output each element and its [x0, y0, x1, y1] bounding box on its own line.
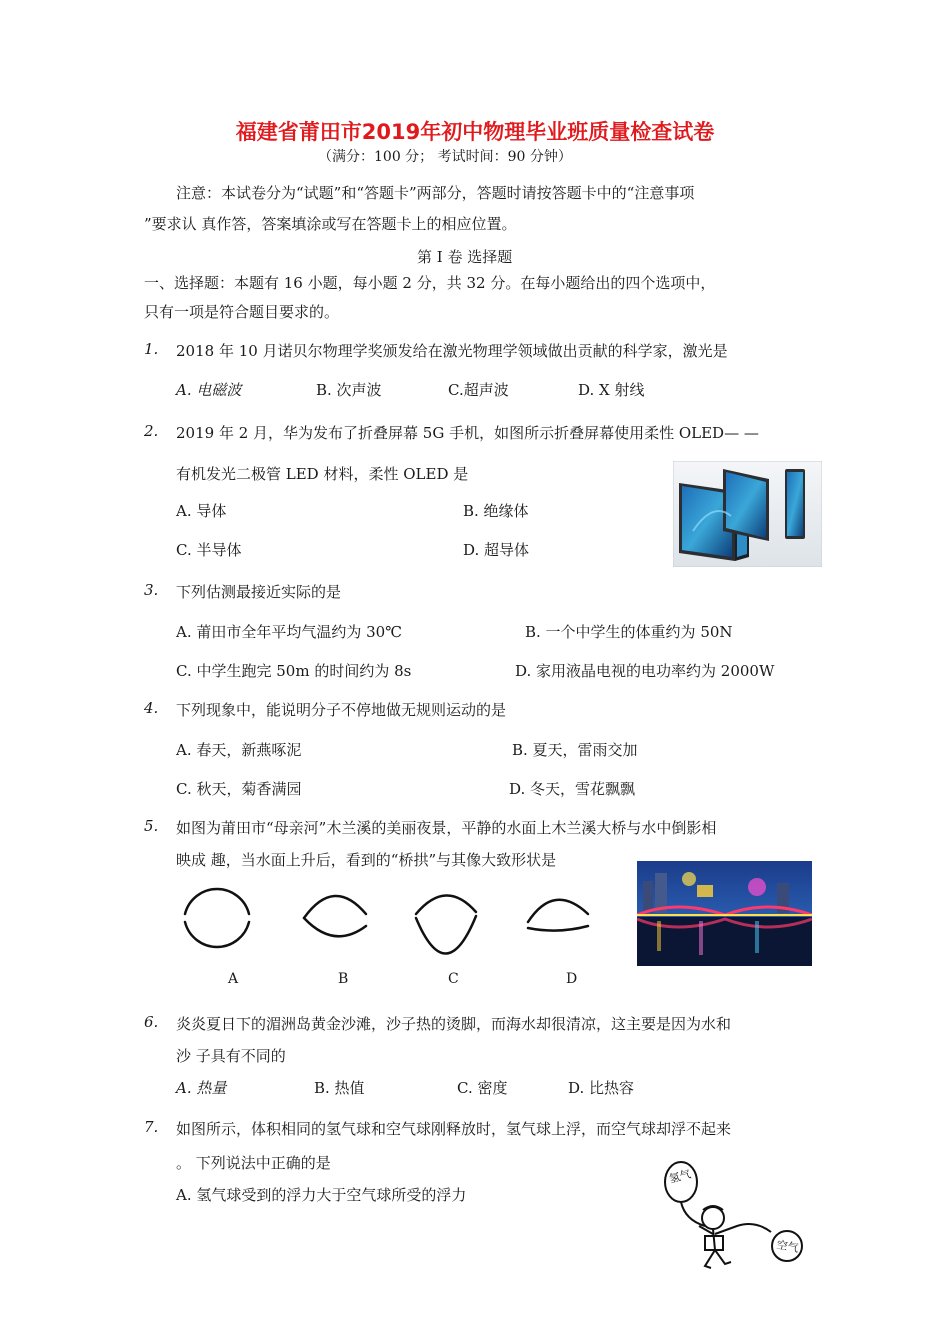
shape-label-a: A	[228, 971, 239, 987]
question-number: 5.	[144, 817, 159, 835]
option-b: B. 绝缘体	[463, 502, 529, 520]
exam-info: （满分：100 分； 考试时间：90 分钟）	[318, 149, 572, 165]
option-a: A. 莆田市全年平均气温约为 30℃	[176, 623, 403, 641]
shape-label-c: C	[448, 971, 459, 987]
shape-c	[416, 895, 476, 914]
option-c: C. 密度	[457, 1079, 508, 1097]
option-a: A. 导体	[176, 502, 227, 520]
option-d: D. X 射线	[578, 381, 645, 399]
option-b: B. 热值	[314, 1079, 365, 1097]
air-label: 空气	[775, 1238, 800, 1255]
shape-label-b: B	[338, 971, 349, 987]
night-bridge-photo	[637, 861, 812, 966]
option-d: D. 比热容	[568, 1079, 635, 1097]
shape-label-d: D	[566, 971, 578, 987]
section-intro-1: 一、选择题：本题有 16 小题，每小题 2 分，共 32 分。在每小题给出的四个选项中，	[144, 274, 716, 292]
question-text: 下列现象中，能说明分子不停地做无规则运动的是	[176, 701, 507, 719]
option-b: B. 一个中学生的体重约为 50N	[525, 623, 733, 641]
option-c: C.超声波	[448, 381, 509, 399]
hydrogen-label: 氢气	[667, 1167, 693, 1186]
section-intro-2: 只有一项是符合题目要求的。	[144, 303, 340, 321]
option-a: A. 电磁波	[176, 381, 242, 399]
question-number: 1.	[144, 340, 159, 358]
option-d: D. 家用液晶电视的电功率约为 2000W	[515, 662, 775, 680]
option-b: B. 夏天，雷雨交加	[512, 741, 638, 759]
shape-c	[416, 916, 476, 954]
question-number: 4.	[144, 699, 159, 717]
notice-line-2: ”要求认 真作答，答案填涂或写在答题卡上的相应位置。	[144, 215, 517, 233]
option-c: C. 半导体	[176, 541, 242, 559]
question-text: 炎炎夏日下的湄洲岛黄金沙滩，沙子热的烫脚，而海水却很清凉，这主要是因为水和	[176, 1015, 732, 1033]
question-number: 7.	[144, 1118, 159, 1136]
section-title: 第 I 卷 选择题	[417, 248, 513, 266]
option-c: C. 中学生跑完 50m 的时间约为 8s	[176, 662, 412, 680]
shape-d	[528, 900, 588, 922]
question-number: 2.	[144, 422, 159, 440]
question-text: 下列估测最接近实际的是	[176, 583, 342, 601]
option-a: A. 氢气球受到的浮力大于空气球所受的浮力	[176, 1186, 467, 1204]
question-text: 。 下列说法中正确的是	[176, 1154, 331, 1172]
question-number: 6.	[144, 1013, 159, 1031]
shape-b	[304, 918, 366, 936]
question-text: 如图为莆田市“母亲河”木兰溪的美丽夜景，平静的水面上木兰溪大桥与水中倒影相	[176, 819, 717, 837]
question-text: 如图所示，体积相同的氢气球和空气球刚释放时，氢气球上浮，而空气球却浮不起来	[176, 1120, 732, 1138]
question-text: 有机发光二极管 LED 材料，柔性 OLED 是	[176, 465, 469, 483]
arch-shape-options	[176, 878, 596, 958]
foldable-phone-image	[673, 461, 822, 567]
option-d: D. 冬天，雪花飘飘	[509, 780, 636, 798]
question-number: 3.	[144, 581, 159, 599]
question-text: 2018 年 10 月诺贝尔物理学奖颁发给在激光物理学领域做出贡献的科学家，激光是	[176, 342, 728, 360]
option-a: A. 热量	[176, 1079, 227, 1097]
option-d: D. 超导体	[463, 541, 530, 559]
question-text: 映成 趣，当水面上升后，看到的“桥拱”与其像大致形状是	[176, 851, 557, 869]
option-a: A. 春天，新燕啄泥	[176, 741, 302, 759]
option-c: C. 秋天，菊香满园	[176, 780, 302, 798]
balloon-figure	[655, 1160, 805, 1275]
page-title: 福建省莆田市2019年初中物理毕业班质量检查试卷	[235, 120, 715, 144]
notice-line-1: 注意：本试卷分为“试题”和“答题卡”两部分，答题时请按答题卡中的“注意事项	[176, 184, 695, 202]
shape-b	[304, 896, 366, 918]
question-text: 沙 子具有不同的	[176, 1047, 286, 1065]
shape-d	[528, 926, 588, 931]
option-b: B. 次声波	[316, 381, 382, 399]
shape-a	[185, 889, 249, 914]
shape-a	[185, 922, 249, 947]
question-text: 2019 年 2 月，华为发布了折叠屏幕 5G 手机，如图所示折叠屏幕使用柔性 OLED— —	[176, 424, 759, 442]
